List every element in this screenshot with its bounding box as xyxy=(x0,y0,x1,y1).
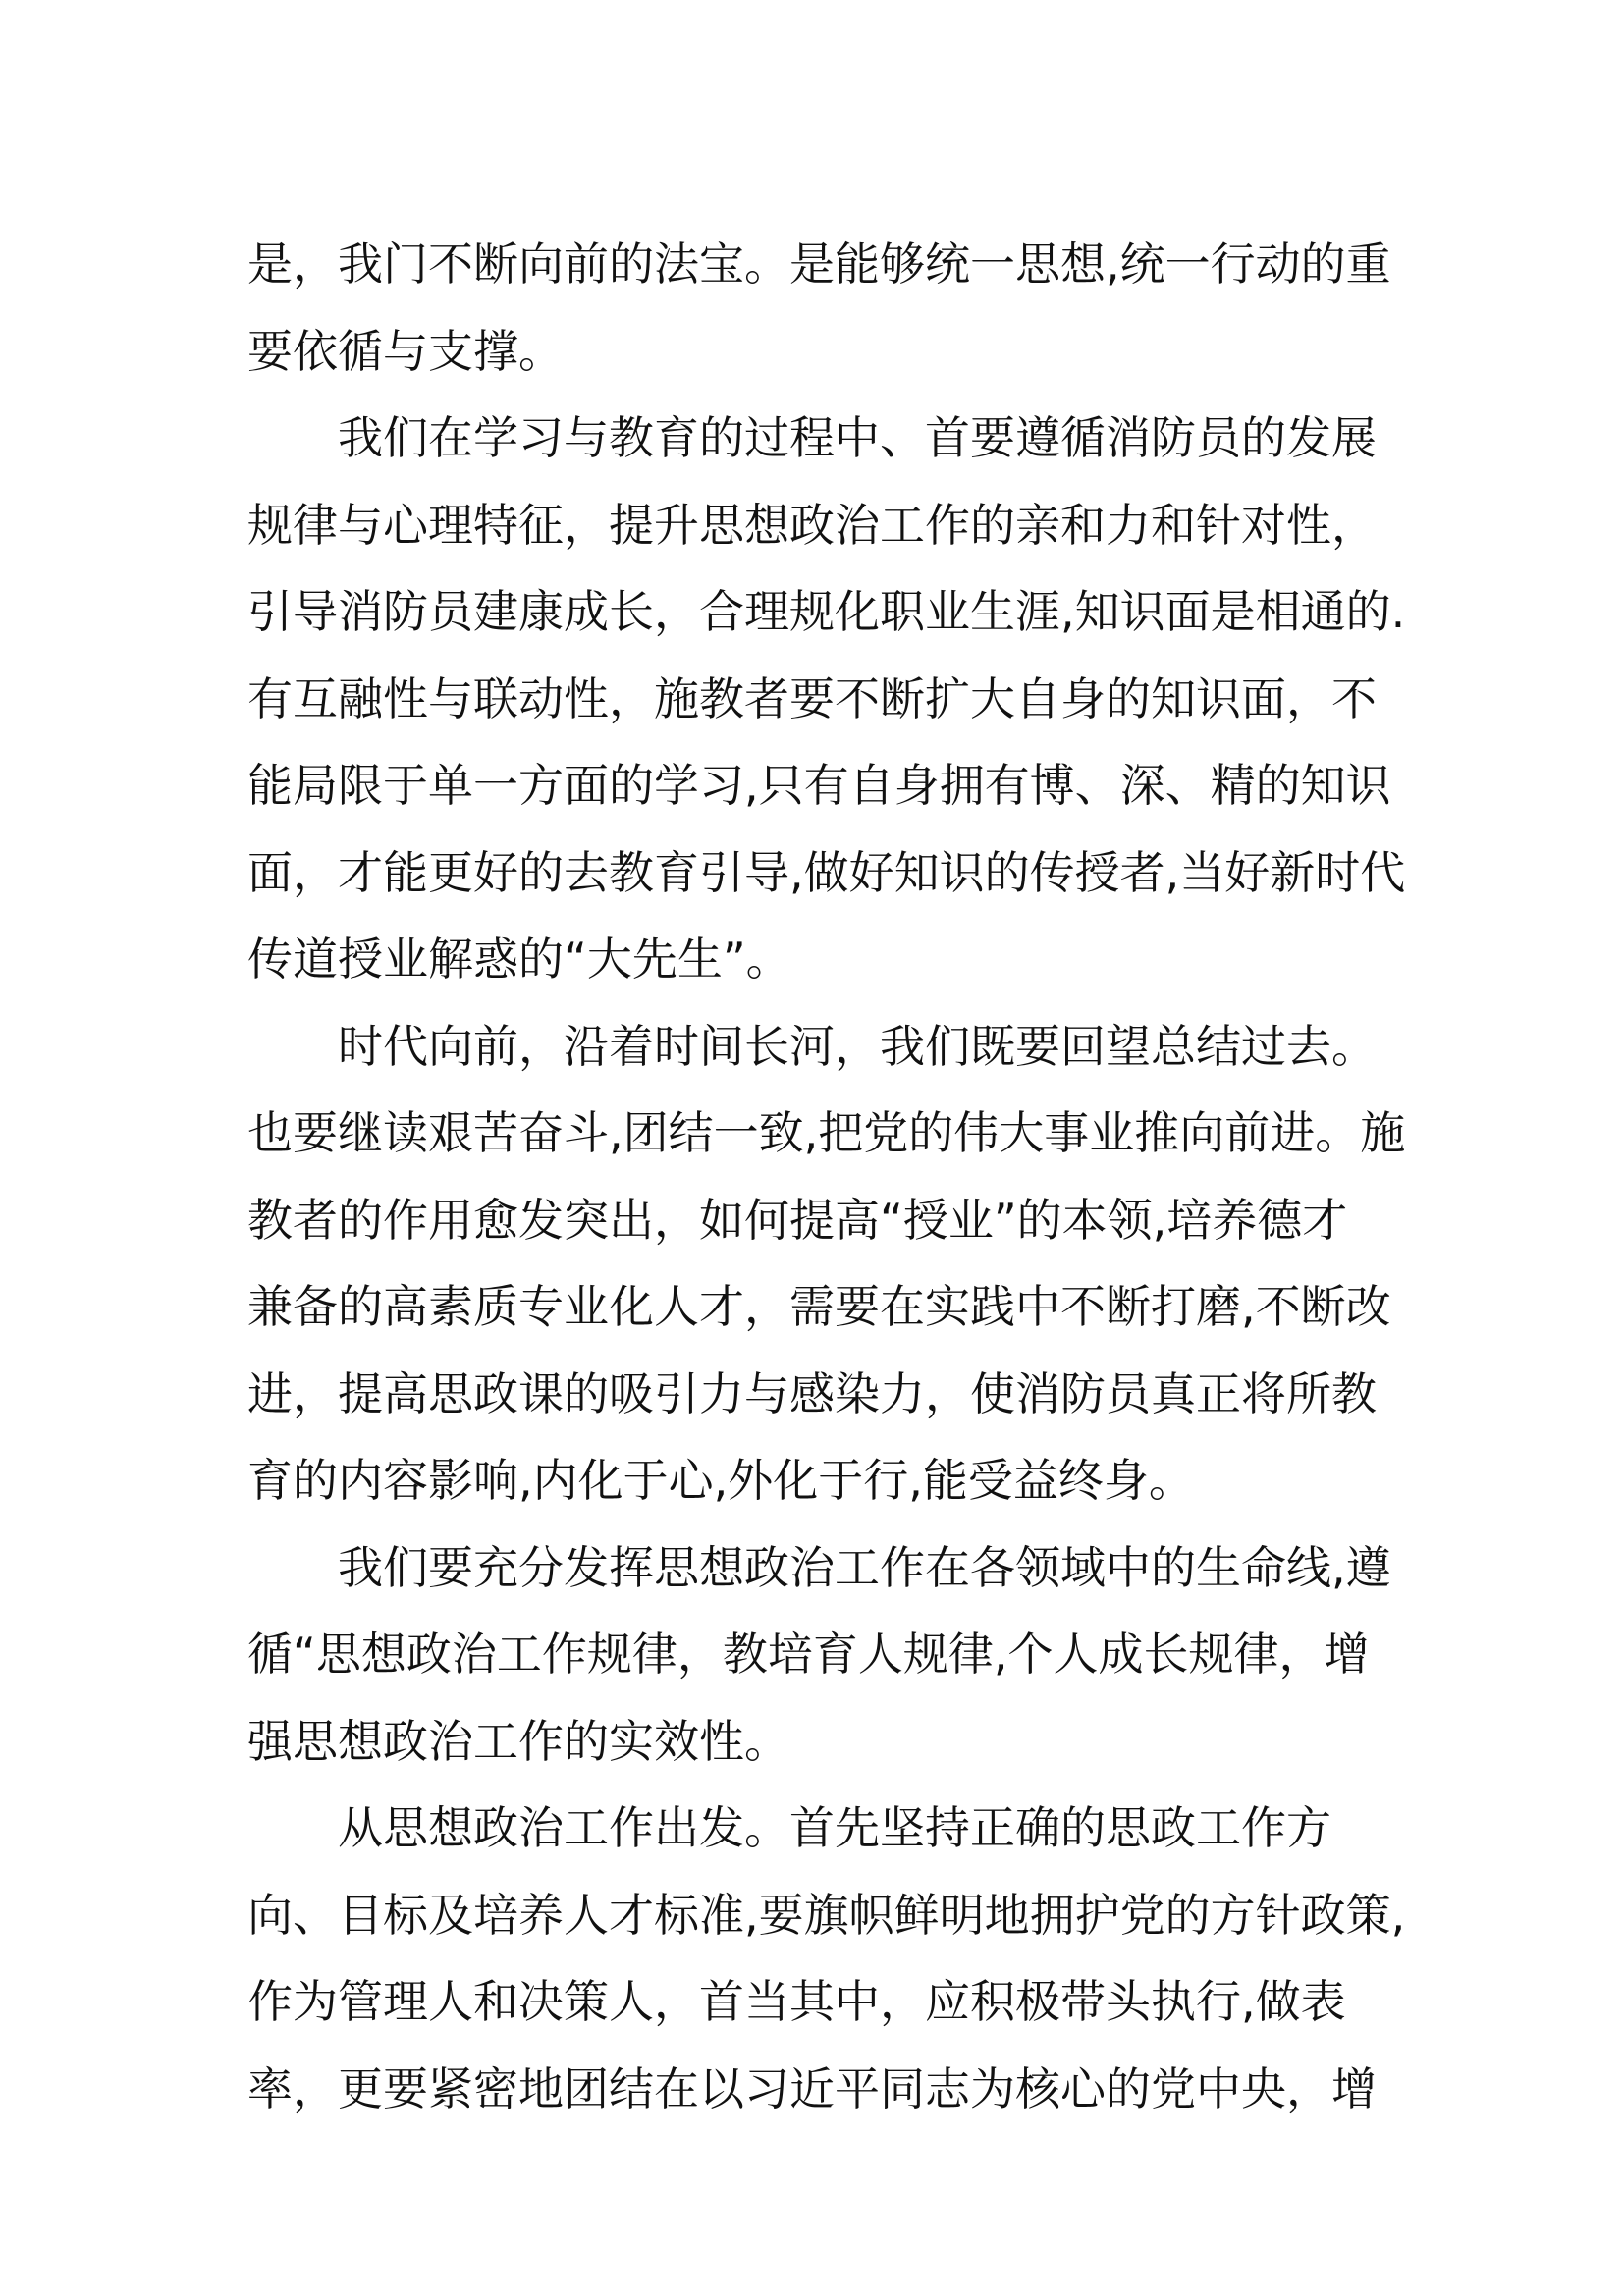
text-line: 强思想政治工作的实效性。 xyxy=(247,1714,789,1768)
text-line: 要依循与支撑。 xyxy=(247,324,564,378)
text-line: 率，更要紧密地团结在以习近平同志为核心的党中央，增 xyxy=(247,2061,1377,2115)
text-line: 是，我门不断向前的法宝。是能够统一思想,统一行动的重 xyxy=(247,238,1391,291)
document-body xyxy=(247,221,1406,2132)
text-line: 兼备的高素质专业化人才，需要在实践中不断打磨,不断改 xyxy=(247,1280,1391,1333)
text-line: 作为管理人和决策人，首当其中，应积极带头执行,做表 xyxy=(247,1975,1346,2028)
text-line: 向、目标及培养人才标准,要旗帜鲜明地拥护党的方针政策, xyxy=(247,1888,1406,1942)
text-line: 育的内容影响,内化于心,外化于行,能受益终身。 xyxy=(247,1454,1194,1507)
text-line: 面，才能更好的去教育引导,做好知识的传授者,当好新时代 xyxy=(247,845,1406,899)
paragraph-start-line: 我们在学习与教育的过程中、首要遵循消防员的发展 xyxy=(338,411,1377,464)
text-line: 能局限于单一方面的学习,只有自身拥有博、深、精的知识 xyxy=(247,759,1391,812)
text-line: 引导消防员建康成长，合理规化职业生涯,知识面是相通的. xyxy=(247,585,1406,638)
paragraph-start-line: 我们要充分发挥思想政治工作在各领域中的生命线,遵 xyxy=(338,1540,1391,1594)
text-line: 教者的作用愈发突出，如何提高“授业”的本领,培养德才 xyxy=(247,1193,1348,1247)
text-line: 进，提高思政课的吸引力与感染力，使消防员真正将所教 xyxy=(247,1366,1377,1420)
paragraph-start-line: 时代向前，沿着时间长河，我们既要回望总结过去。 xyxy=(338,1019,1377,1073)
text-line: 有互融性与联动性，施教者要不断扩大自身的知识面，不 xyxy=(247,671,1377,725)
text-line: 规律与心理特征，提升思想政治工作的亲和力和针对性， xyxy=(247,498,1377,552)
text-line: 循“思想政治工作规律，教培育人规律,个人成长规律，增 xyxy=(247,1628,1370,1681)
text-line: 传道授业解惑的“大先生”。 xyxy=(247,933,791,986)
paragraph-start-line: 从思想政治工作出发。首先坚持正确的思政工作方 xyxy=(338,1801,1331,1854)
text-line: 也要继读艰苦奋斗,团结一致,把党的伟大事业推向前进。施 xyxy=(247,1106,1406,1159)
